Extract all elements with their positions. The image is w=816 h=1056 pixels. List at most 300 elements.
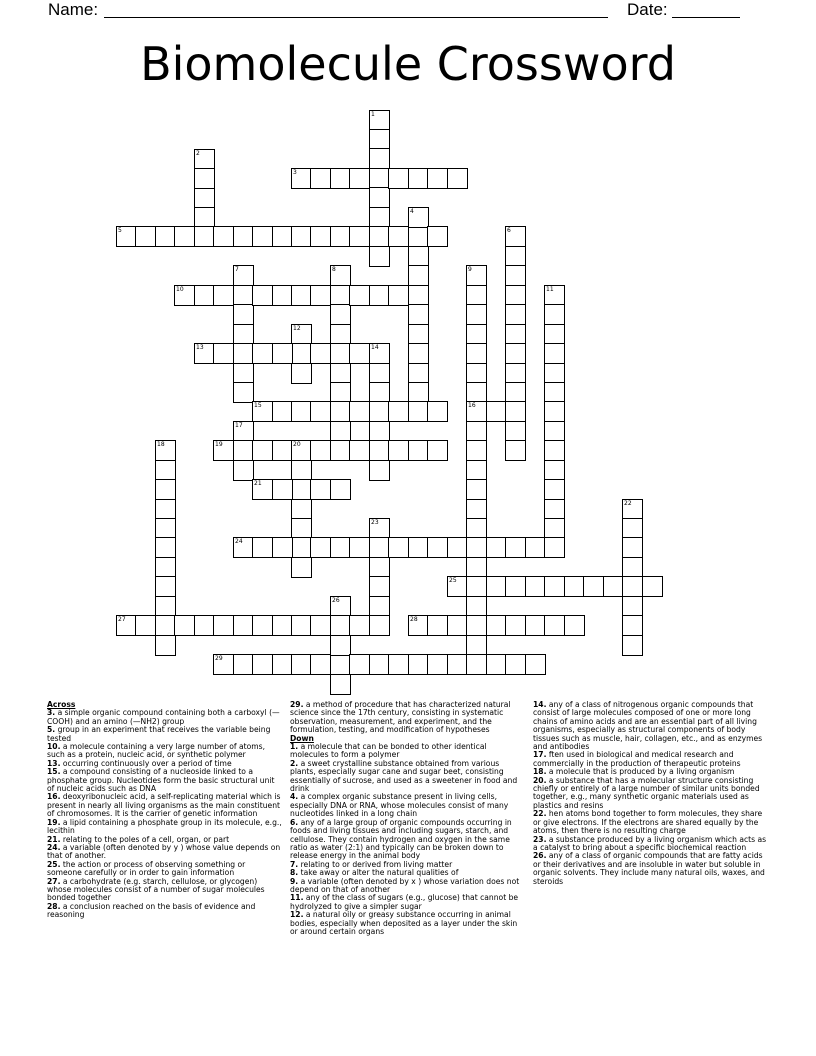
crossword-cell[interactable]	[135, 226, 156, 247]
crossword-cell[interactable]	[369, 148, 390, 169]
clue-text: a method of procedure that has characterized natural science since the 17th century, consisting in systematic observation, measurement, and experiment, and the formulation, testing, and modification of hypotheses	[290, 700, 511, 735]
crossword-cell[interactable]	[272, 479, 293, 500]
clue-number: 27.	[47, 876, 61, 886]
crossword-cell[interactable]	[330, 479, 351, 500]
crossword-cell[interactable]	[466, 557, 487, 578]
crossword-cell[interactable]	[466, 363, 487, 384]
crossword-cell[interactable]	[544, 479, 565, 500]
crossword-cell[interactable]	[349, 226, 370, 247]
crossword-cell[interactable]	[155, 576, 176, 597]
crossword-cell[interactable]	[330, 440, 351, 461]
crossword-cell[interactable]	[310, 654, 331, 675]
crossword-cell[interactable]	[388, 401, 409, 422]
crossword-cell[interactable]	[116, 226, 137, 247]
crossword-cell[interactable]	[194, 188, 215, 209]
crossword-cell[interactable]	[291, 557, 312, 578]
crossword-cell[interactable]	[427, 226, 448, 247]
clue-number: 24	[235, 538, 243, 545]
crossword-cell[interactable]	[408, 537, 429, 558]
clue-number: 7.	[290, 859, 299, 869]
crossword-cell[interactable]	[330, 537, 351, 558]
crossword-cell[interactable]	[291, 285, 312, 306]
crossword-cell[interactable]	[466, 324, 487, 345]
crossword-cell[interactable]	[388, 285, 409, 306]
clue-item	[290, 701, 525, 735]
crossword-cell[interactable]	[369, 168, 390, 189]
crossword-cell[interactable]	[544, 460, 565, 481]
crossword-cell[interactable]	[505, 654, 526, 675]
crossword-cell[interactable]	[310, 401, 331, 422]
crossword-cell[interactable]	[388, 537, 409, 558]
crossword-cell[interactable]	[466, 499, 487, 520]
crossword-cell[interactable]	[291, 401, 312, 422]
crossword-cell[interactable]	[291, 479, 312, 500]
crossword-cell[interactable]	[408, 343, 429, 364]
crossword-cell[interactable]	[408, 440, 429, 461]
crossword-cell[interactable]	[310, 440, 331, 461]
crossword-cell[interactable]	[330, 363, 351, 384]
crossword-cell[interactable]	[622, 557, 643, 578]
crossword-cell[interactable]	[466, 635, 487, 656]
crossword-cell[interactable]	[252, 343, 273, 364]
clue-text: relating to the poles of a cell, organ, or part	[60, 834, 230, 844]
clue-text: a substance that has a molecular structure consisting chiefly or entirely of a large number of similar units bonded together, e.g., many synthetic organic materials used as plastics and resins	[533, 775, 760, 810]
crossword-cell[interactable]	[233, 654, 254, 675]
crossword-cell[interactable]	[447, 615, 468, 636]
crossword-cell[interactable]	[447, 168, 468, 189]
crossword-cell[interactable]	[466, 285, 487, 306]
crossword-cell[interactable]	[622, 499, 643, 520]
clue-number: 25.	[47, 859, 61, 869]
crossword-cell[interactable]	[252, 615, 273, 636]
crossword-cell[interactable]	[466, 615, 487, 636]
crossword-cell[interactable]	[291, 518, 312, 539]
clue-number: 23.	[533, 834, 547, 844]
crossword-cell[interactable]	[525, 576, 546, 597]
crossword-cell[interactable]	[447, 537, 468, 558]
crossword-cell[interactable]	[369, 460, 390, 481]
name-label: Name:	[48, 0, 99, 19]
crossword-cell[interactable]	[330, 674, 351, 695]
crossword-cell[interactable]	[194, 149, 215, 170]
crossword-cell[interactable]	[505, 285, 526, 306]
clue-column-2	[290, 701, 525, 936]
crossword-cell[interactable]	[544, 401, 565, 422]
crossword-cell[interactable]	[427, 537, 448, 558]
crossword-cell[interactable]	[310, 537, 331, 558]
crossword-cell[interactable]	[369, 596, 390, 617]
crossword-cell[interactable]	[330, 265, 351, 286]
crossword-cell[interactable]	[155, 440, 176, 461]
crossword-cell[interactable]	[622, 537, 643, 558]
crossword-cell[interactable]	[155, 557, 176, 578]
clue-number: 10.	[47, 742, 61, 752]
crossword-cell[interactable]	[272, 226, 293, 247]
clue-item	[290, 760, 525, 794]
crossword-cell[interactable]	[155, 460, 176, 481]
crossword-cell[interactable]	[330, 635, 351, 656]
crossword-cell[interactable]	[272, 440, 293, 461]
crossword-cell[interactable]	[194, 343, 215, 364]
clue-text: take away or alter the natural qualities of	[298, 868, 459, 878]
crossword-cell[interactable]	[544, 537, 565, 558]
clue-number: 12	[293, 325, 301, 332]
crossword-cell[interactable]	[369, 246, 390, 267]
crossword-cell[interactable]	[388, 168, 409, 189]
clue-text: ften used in biological and medical research and commercially in the production of therapeutic proteins	[533, 750, 741, 768]
crossword-cell[interactable]	[194, 226, 215, 247]
crossword-cell[interactable]	[330, 655, 351, 676]
crossword-cell[interactable]	[349, 343, 370, 364]
crossword-cell[interactable]	[310, 168, 331, 189]
crossword-cell[interactable]	[466, 654, 487, 675]
crossword-cell[interactable]	[194, 615, 215, 636]
crossword-cell[interactable]	[233, 363, 254, 384]
crossword-cell[interactable]	[505, 363, 526, 384]
crossword-cell[interactable]	[369, 654, 390, 675]
crossword-cell[interactable]	[388, 440, 409, 461]
crossword-cell[interactable]	[408, 285, 429, 306]
crossword-cell[interactable]	[466, 518, 487, 539]
clue-number: 28	[410, 616, 418, 623]
crossword-cell[interactable]	[272, 401, 293, 422]
crossword-cell[interactable]	[622, 615, 643, 636]
clue-text: a sweet crystalline substance obtained from various plants, especially sugar cane and sugar beet, consisting essentially of sucrose, and used as a sweetener in food and drink	[290, 758, 518, 794]
clue-number: 20.	[533, 775, 547, 785]
clue-text: the action or process of observing something or someone carefully or in order to gain information	[47, 859, 246, 878]
crossword-cell[interactable]	[544, 304, 565, 325]
crossword-cell[interactable]	[369, 285, 390, 306]
crossword-cell[interactable]	[330, 596, 351, 617]
crossword-cell[interactable]	[155, 518, 176, 539]
crossword-cell[interactable]	[310, 343, 331, 364]
crossword-cell[interactable]	[466, 440, 487, 461]
crossword-cell[interactable]	[330, 401, 351, 422]
crossword-cell[interactable]	[194, 168, 215, 189]
clue-number: 2.	[290, 758, 299, 768]
crossword-cell[interactable]	[252, 401, 273, 422]
date-label: Date:	[627, 0, 668, 19]
crossword-cell[interactable]	[408, 207, 429, 228]
crossword-cell[interactable]	[233, 265, 254, 286]
crossword-cell[interactable]	[310, 615, 331, 636]
clue-text: a substance produced by a living organism which acts as a catalyst to bring about a specific biochemical reaction	[533, 834, 767, 852]
crossword-cell[interactable]	[544, 324, 565, 345]
clue-number: 11	[546, 286, 554, 293]
crossword-cell[interactable]	[291, 499, 312, 520]
crossword-cell[interactable]	[486, 615, 507, 636]
clue-item	[47, 819, 282, 836]
crossword-cell[interactable]	[505, 537, 526, 558]
crossword-cell[interactable]	[408, 168, 429, 189]
crossword-cell[interactable]	[583, 576, 604, 597]
crossword-cell[interactable]	[505, 324, 526, 345]
crossword-cell[interactable]	[447, 654, 468, 675]
crossword-cell[interactable]	[505, 615, 526, 636]
crossword-cell[interactable]	[408, 324, 429, 345]
crossword-cell[interactable]	[194, 285, 215, 306]
crossword-cell[interactable]	[272, 537, 293, 558]
crossword-cell[interactable]	[291, 440, 312, 461]
crossword-cell[interactable]	[427, 615, 448, 636]
crossword-cell[interactable]	[291, 537, 312, 558]
crossword-cell[interactable]	[408, 382, 429, 403]
crossword-cell[interactable]	[272, 285, 293, 306]
crossword-cell[interactable]	[330, 382, 351, 403]
crossword-cell[interactable]	[466, 576, 487, 597]
crossword-cell[interactable]	[310, 226, 331, 247]
crossword-cell[interactable]	[369, 129, 390, 150]
clue-number: 26	[332, 597, 340, 604]
crossword-cell[interactable]	[155, 596, 176, 617]
crossword-cell[interactable]	[369, 440, 390, 461]
clue-item	[47, 903, 282, 920]
crossword-cell[interactable]	[466, 596, 487, 617]
clue-number: 22.	[533, 809, 547, 819]
crossword-cell[interactable]	[155, 635, 176, 656]
clue-number: 21	[254, 480, 262, 487]
crossword-cell[interactable]	[505, 382, 526, 403]
crossword-cell[interactable]	[505, 246, 526, 267]
crossword-cell[interactable]	[408, 265, 429, 286]
crossword-cell[interactable]	[486, 401, 507, 422]
crossword-cell[interactable]	[291, 615, 312, 636]
crossword-cell[interactable]	[369, 363, 390, 384]
crossword-cell[interactable]	[466, 460, 487, 481]
crossword-cell[interactable]	[155, 537, 176, 558]
crossword-cell[interactable]	[505, 343, 526, 364]
crossword-cell[interactable]	[310, 479, 331, 500]
crossword-cell[interactable]	[330, 285, 351, 306]
crossword-cell[interactable]	[466, 343, 487, 364]
crossword-cell[interactable]	[213, 440, 234, 461]
crossword-cell[interactable]	[233, 537, 254, 558]
crossword-cell[interactable]	[349, 537, 370, 558]
crossword-cell[interactable]	[349, 440, 370, 461]
clue-text: any of a class of organic compounds that are fatty acids or their derivatives and are insoluble in water but soluble in organic solvents. They include many natural oils, waxes, and steroids	[533, 851, 765, 886]
clue-number: 10	[176, 286, 184, 293]
crossword-cell[interactable]	[213, 226, 234, 247]
crossword-cell[interactable]	[505, 265, 526, 286]
crossword-cell[interactable]	[233, 324, 254, 345]
clue-number: 3.	[47, 708, 56, 718]
crossword-cell[interactable]	[622, 576, 643, 597]
crossword-cell[interactable]	[622, 596, 643, 617]
crossword-cell[interactable]	[330, 421, 351, 442]
crossword-cell[interactable]	[525, 615, 546, 636]
crossword-cell[interactable]	[427, 440, 448, 461]
crossword-cell[interactable]	[330, 324, 351, 345]
crossword-cell[interactable]	[369, 382, 390, 403]
down-clue-list-continued	[533, 701, 768, 886]
crossword-cell[interactable]	[408, 654, 429, 675]
crossword-cell[interactable]	[505, 226, 526, 247]
crossword-cell[interactable]	[330, 168, 351, 189]
crossword-cell[interactable]	[408, 304, 429, 325]
crossword-cell[interactable]	[349, 615, 370, 636]
crossword-cell[interactable]	[252, 440, 273, 461]
crossword-cell[interactable]	[603, 576, 624, 597]
crossword-cell[interactable]	[194, 207, 215, 228]
clue-item	[290, 819, 525, 861]
clue-number: 2	[196, 150, 200, 157]
crossword-cell[interactable]	[505, 576, 526, 597]
crossword-cell[interactable]	[272, 343, 293, 364]
crossword-cell[interactable]	[466, 421, 487, 442]
crossword-cell[interactable]	[544, 499, 565, 520]
crossword-cell[interactable]	[349, 654, 370, 675]
crossword-cell[interactable]	[486, 576, 507, 597]
crossword-cell[interactable]	[447, 576, 468, 597]
crossword-cell[interactable]	[427, 654, 448, 675]
crossword-cell[interactable]	[544, 421, 565, 442]
crossword-cell[interactable]	[291, 363, 312, 384]
crossword-cell[interactable]	[233, 304, 254, 325]
clue-text: any of a class of nitrogenous organic compounds that consist of large molecules composed of one or more long chains of amino acids and are an essential part of all living organisms, especially as structural components of body tissues such as muscle, hair, collagen, etc., and as enzymes and antibodies	[533, 700, 763, 752]
crossword-cell[interactable]	[544, 343, 565, 364]
crossword-cell[interactable]	[369, 207, 390, 228]
crossword-cell[interactable]	[466, 265, 487, 286]
crossword-cell[interactable]	[408, 246, 429, 267]
crossword-cell[interactable]	[466, 401, 487, 422]
crossword-cell[interactable]	[544, 382, 565, 403]
crossword-cell[interactable]	[233, 440, 254, 461]
crossword-cell[interactable]	[272, 615, 293, 636]
crossword-cell[interactable]	[291, 343, 312, 364]
crossword-cell[interactable]	[233, 343, 254, 364]
crossword-cell[interactable]	[213, 654, 234, 675]
crossword-cell[interactable]	[272, 654, 293, 675]
crossword-cell[interactable]	[291, 324, 312, 345]
clue-number: 19	[215, 441, 223, 448]
crossword-cell[interactable]	[116, 615, 137, 636]
crossword-cell[interactable]	[135, 615, 156, 636]
crossword-cell[interactable]	[369, 343, 390, 364]
crossword-cell[interactable]	[310, 285, 331, 306]
clue-number: 15.	[47, 767, 61, 777]
crossword-cell[interactable]	[544, 363, 565, 384]
crossword-cell[interactable]	[369, 518, 390, 539]
crossword-cell[interactable]	[369, 537, 390, 558]
crossword-cell[interactable]	[155, 479, 176, 500]
clue-number: 29.	[290, 700, 304, 709]
crossword-cell[interactable]	[174, 226, 195, 247]
crossword-cell[interactable]	[330, 615, 351, 636]
crossword-cell[interactable]	[466, 304, 487, 325]
crossword-cell[interactable]	[369, 187, 390, 208]
crossword-cell[interactable]	[544, 440, 565, 461]
crossword-cell[interactable]	[427, 401, 448, 422]
crossword-cell[interactable]	[466, 479, 487, 500]
crossword-cell[interactable]	[622, 518, 643, 539]
crossword-cell[interactable]	[330, 304, 351, 325]
clue-text: group in an experiment that receives the variable being tested	[47, 725, 271, 743]
crossword-cell[interactable]	[233, 382, 254, 403]
crossword-cell[interactable]	[408, 615, 429, 636]
crossword-cell[interactable]	[252, 654, 273, 675]
clue-item	[47, 844, 282, 861]
crossword-cell[interactable]	[233, 421, 254, 442]
crossword-cell[interactable]	[252, 479, 273, 500]
crossword-cell[interactable]	[291, 226, 312, 247]
crossword-cell[interactable]	[525, 654, 546, 675]
crossword-cell[interactable]	[564, 576, 585, 597]
crossword-cell[interactable]	[330, 343, 351, 364]
crossword-cell[interactable]	[252, 285, 273, 306]
crossword-cell[interactable]	[388, 654, 409, 675]
crossword-cell[interactable]	[427, 168, 448, 189]
crossword-cell[interactable]	[486, 537, 507, 558]
crossword-cell[interactable]	[369, 226, 390, 247]
crossword-cell[interactable]	[252, 226, 273, 247]
crossword-cell[interactable]	[349, 401, 370, 422]
crossword-cell[interactable]	[155, 499, 176, 520]
crossword-cell[interactable]	[505, 304, 526, 325]
crossword-cell[interactable]	[525, 537, 546, 558]
crossword-cell[interactable]	[369, 615, 390, 636]
crossword-cell[interactable]	[233, 615, 254, 636]
clue-text: a carbohydrate (e.g. starch, cellulose, or glycogen) whose molecules consist of a number of sugar molecules bonded together	[47, 876, 265, 903]
crossword-cell[interactable]	[466, 382, 487, 403]
crossword-cell[interactable]	[369, 557, 390, 578]
crossword-cell[interactable]	[408, 401, 429, 422]
crossword-cell[interactable]	[174, 615, 195, 636]
clue-text: any of a large group of organic compounds occurring in foods and living tissues and including sugars, starch, and cellulose. They contain hydrogen and oxygen in the same ratio as water (2:1) and typically can be broken down to release energy in the animal body	[290, 817, 512, 861]
crossword-cell[interactable]	[155, 226, 176, 247]
crossword-cell[interactable]	[213, 615, 234, 636]
crossword-cell[interactable]	[291, 654, 312, 675]
clue-column-1	[47, 701, 282, 920]
clue-number: 17.	[533, 750, 547, 760]
crossword-cell[interactable]	[213, 343, 234, 364]
crossword-cell[interactable]	[213, 285, 234, 306]
crossword-cell[interactable]	[349, 168, 370, 189]
crossword-cell[interactable]	[505, 421, 526, 442]
crossword-cell[interactable]	[252, 537, 273, 558]
crossword-cell[interactable]	[544, 615, 565, 636]
crossword-cell[interactable]	[369, 401, 390, 422]
clue-number: 26.	[533, 851, 547, 861]
crossword-cell[interactable]	[544, 576, 565, 597]
clue-text: a natural oily or greasy substance occurring in animal bodies, especially when deposited as a layer under the skin or around certain organs	[290, 910, 518, 936]
crossword-cell[interactable]	[544, 518, 565, 539]
crossword-cell[interactable]	[564, 615, 585, 636]
crossword-cell[interactable]	[486, 654, 507, 675]
crossword-cell[interactable]	[155, 615, 176, 636]
crossword-cell[interactable]	[642, 576, 663, 597]
crossword-cell[interactable]	[466, 537, 487, 558]
crossword-cell[interactable]	[622, 635, 643, 656]
clue-item	[290, 743, 525, 760]
crossword-cell[interactable]	[233, 460, 254, 481]
down-clue-list	[290, 743, 525, 936]
crossword-cell[interactable]	[233, 226, 254, 247]
crossword-cell[interactable]	[349, 285, 370, 306]
crossword-cell[interactable]	[388, 226, 409, 247]
crossword-cell[interactable]	[544, 285, 565, 306]
crossword-cell[interactable]	[505, 440, 526, 461]
crossword-cell[interactable]	[291, 460, 312, 481]
crossword-cell[interactable]	[174, 285, 195, 306]
crossword-cell[interactable]	[505, 401, 526, 422]
crossword-cell[interactable]	[408, 363, 429, 384]
crossword-cell[interactable]	[291, 168, 312, 189]
crossword-cell[interactable]	[369, 576, 390, 597]
crossword-cell[interactable]	[369, 421, 390, 442]
clue-item	[47, 768, 282, 793]
crossword-cell[interactable]	[330, 226, 351, 247]
crossword-cell[interactable]	[369, 110, 390, 131]
